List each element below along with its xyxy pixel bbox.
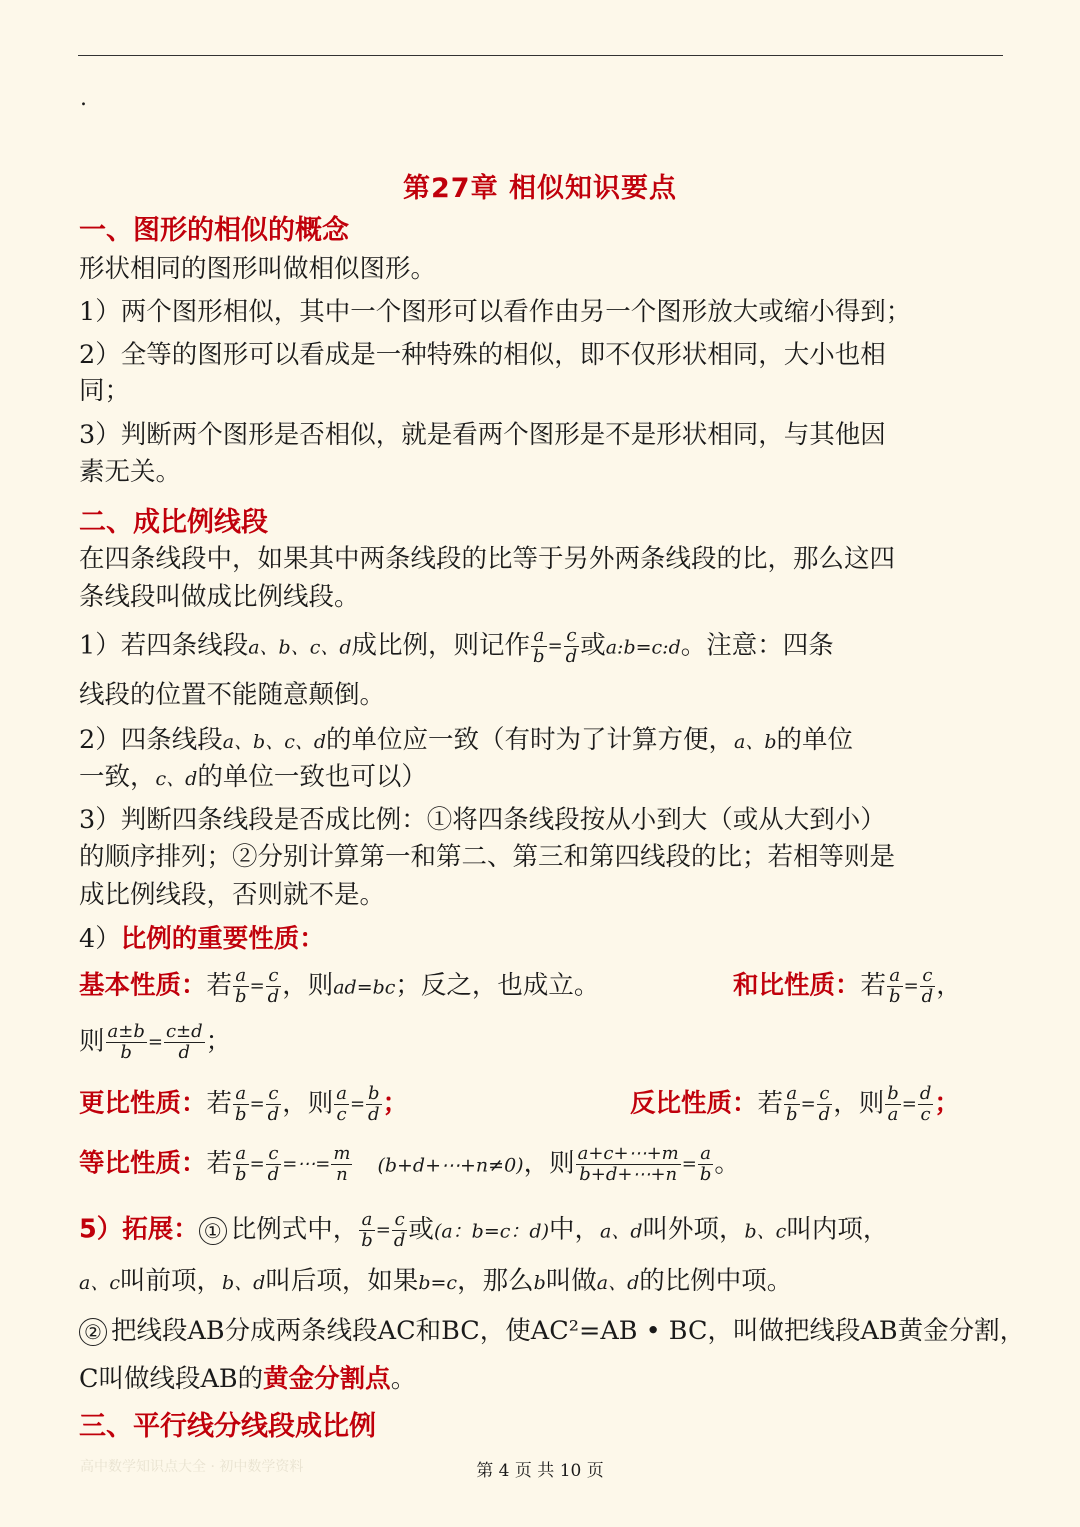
section-1-heading: 一、图形的相似的概念 — [79, 215, 349, 246]
s2-line-1b: 条线段叫做成比例线段。 — [79, 582, 360, 612]
fraction: $\frac{a}{b}$ — [235, 1143, 247, 1185]
fraction: $\frac{a}{b}$ — [533, 625, 545, 667]
fraction: $\frac{a}{c}$ — [336, 1083, 347, 1125]
fraction: $\frac{m}{n}$ — [333, 1143, 351, 1185]
sum-property-result: 则 $\frac{a\pm b}{b}$ = $\frac{c\pm d}{d}$ ； — [79, 1021, 232, 1063]
section-2-heading: 二、成比例线段 — [79, 507, 268, 538]
s1-line-3b: 同； — [79, 376, 131, 406]
header-dot: . — [80, 86, 87, 111]
sum-property: 和比性质：若 $\frac{a}{b}$ = $\frac{c}{d}$ ， — [733, 965, 962, 1007]
fraction: $\frac{a}{b}$ — [699, 1143, 712, 1185]
s2-point-2-line-2: 一致，c、d的单位一致也可以） — [79, 762, 427, 792]
s1-line-4a: 3）判断两个图形是否相似，就是看两个图形是不是形状相同，与其他因 — [79, 420, 886, 450]
fraction: $\frac{a}{b}$ — [361, 1209, 373, 1251]
fraction: $\frac{c\pm d}{d}$ — [165, 1021, 203, 1063]
fraction: $\frac{b}{d}$ — [368, 1083, 380, 1125]
s2-point-3b: 的顺序排列；②分别计算第一和第二、第三和第四线段的比；若相等则是 — [79, 842, 896, 872]
s1-line-1: 形状相同的图形叫做相似图形。 — [79, 254, 437, 284]
s2-point-3a: 3）判断四条线段是否成比例：①将四条线段按从小到大（或从大到小） — [79, 805, 886, 835]
fraction: $\frac{a+c+\cdots+m}{b+d+\cdots+n}$ — [577, 1143, 679, 1185]
fraction: $\frac{a}{b}$ — [889, 965, 901, 1007]
s2-point-1: 1）若四条线段a、b、c、d成比例，则记作 $\frac{a}{b}$ = $\frac{c}{d}$ 或a:b=c:d。注意：四条 — [79, 625, 834, 667]
s1-line-4b: 素无关。 — [79, 457, 182, 487]
inverse-property: 反比性质：若 $\frac{a}{b}$ = $\frac{c}{d}$ ，则 $\frac{b}{a}$ = $\frac{d}{c}$ ； — [630, 1083, 960, 1125]
fraction: $\frac{c}{d}$ — [267, 1083, 280, 1125]
s2-point-3c: 成比例线段，否则就不是。 — [79, 880, 386, 910]
s1-line-3a: 2）全等的图形可以看成是一种特殊的相似，即不仅形状相同，大小也相 — [79, 340, 886, 370]
fraction: $\frac{b}{a}$ — [887, 1083, 899, 1125]
fraction: $\frac{a}{b}$ — [235, 965, 247, 1007]
fraction: $\frac{c}{d}$ — [921, 965, 934, 1007]
fraction: $\frac{c}{d}$ — [267, 1143, 280, 1185]
page-footer: 第 4 页 共 10 页 — [476, 1461, 604, 1481]
golden-section-line-2: C叫做线段AB的黄金分割点。 — [79, 1364, 417, 1394]
fraction: $\frac{c}{d}$ — [393, 1209, 406, 1251]
equal-ratio-property: 等比性质：若 $\frac{a}{b}$ = $\frac{c}{d}$ =⋯= $\frac{m}{n}$ (b+d+⋯+n≠0)，则 $\frac{a+c+\cdots+m}{b+d+\cdots+n}$ = $\frac{a}{b}$ 。 — [79, 1143, 740, 1185]
fraction: $\frac{a}{b}$ — [235, 1083, 247, 1125]
extension-line-2: a、c叫前项，b、d叫后项，如果b=c，那么b叫做a、d的比例中项。 — [79, 1266, 793, 1296]
basic-property: 基本性质：若 $\frac{a}{b}$ = $\frac{c}{d}$ ，则ad=bc；反之，也成立。 — [79, 965, 600, 1007]
extension-line-1: 5）拓展： ① 比例式中， $\frac{a}{b}$ = $\frac{c}{d}$ 或(a：b=c：d)中，a、d叫外项，b、c叫内项， — [79, 1209, 889, 1251]
faint-watermark: 高中数学知识点大全 · 初中数学资料 — [80, 1459, 304, 1475]
header-rule — [78, 55, 1003, 56]
s2-point-4: 4）比例的重要性质： — [79, 924, 325, 954]
s2-point-2: 2）四条线段a、b、c、d的单位应一致（有时为了计算方便，a、b的单位 — [79, 725, 854, 755]
fraction: $\frac{c}{d}$ — [818, 1083, 831, 1125]
alternate-property: 更比性质：若 $\frac{a}{b}$ = $\frac{c}{d}$ ，则 $\frac{a}{c}$ = $\frac{b}{d}$ ； — [79, 1083, 409, 1125]
s2-line-1a: 在四条线段中，如果其中两条线段的比等于另外两条线段的比，那么这四 — [79, 544, 896, 574]
section-3-heading: 三、平行线分线段成比例 — [79, 1411, 376, 1442]
fraction: $\frac{c}{d}$ — [267, 965, 280, 1007]
s1-line-2: 1）两个图形相似，其中一个图形可以看作由另一个图形放大或缩小得到； — [79, 297, 912, 327]
fraction: $\frac{d}{c}$ — [919, 1083, 932, 1125]
fraction: $\frac{a}{b}$ — [786, 1083, 798, 1125]
fraction: $\frac{c}{d}$ — [565, 625, 578, 667]
golden-section-line-1: ② 把线段AB分成两条线段AC和BC，使AC²=AB • BC，叫做把线段AB黄金分割， — [79, 1312, 1025, 1350]
s2-point-1-line-2: 线段的位置不能随意颠倒。 — [79, 680, 386, 710]
fraction: $\frac{a\pm b}{b}$ — [107, 1021, 145, 1063]
chapter-title: 第27章 相似知识要点 — [403, 173, 677, 204]
